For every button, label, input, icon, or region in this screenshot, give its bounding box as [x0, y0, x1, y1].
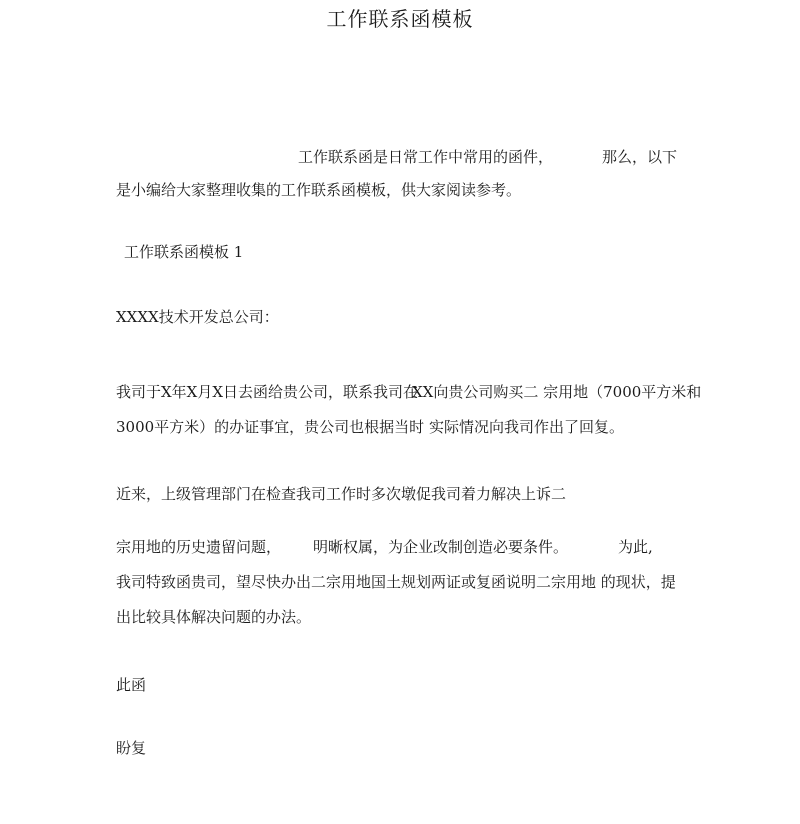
paragraph1-line-2: 3000平方米）的办证事宜，贵公司也根据当时 实际情况向我司作出了回复。: [116, 418, 624, 436]
intro-line-1b: 那么，以下: [602, 148, 678, 166]
document-title: 工作联系函模板: [326, 7, 474, 31]
intro-line-2: 是小编给大家整理收集的工作联系函模板，供大家阅读参考。: [116, 181, 522, 199]
paragraph2-line-2a: 宗用地的历史遗留问题，: [116, 538, 282, 556]
intro-line-1a: 工作联系函是日常工作中常用的函件，: [298, 148, 554, 166]
paragraph2-line-2b: 明晰权属，为企业改制创造必要条件。: [313, 538, 569, 556]
paragraph2-line-4: 出比较具体解决问题的办法。: [116, 608, 312, 626]
paragraph2-line-1: 近来，上级管理部门在检查我司工作时多次墩促我司着力解决上诉二: [116, 485, 567, 503]
closing-text: 此函: [116, 676, 147, 694]
section-heading: 工作联系函模板 1: [124, 243, 244, 261]
paragraph2-line-3: 我司特致函贵司，望尽快办出二宗用地国土规划两证或复函说明二宗用地 的现状，提: [116, 573, 676, 591]
closing-request: 盼复: [116, 739, 147, 757]
addressee: XXXX技术开发总公司：: [116, 308, 279, 326]
paragraph2-line-2c: 为此,: [618, 538, 653, 556]
paragraph1-line-1b: XX向贵公司购买二 宗用地（7000平方米和: [412, 383, 702, 401]
paragraph1-line-1a: 我司于X年X月X日去函给贵公司，联系我司在: [116, 383, 419, 401]
